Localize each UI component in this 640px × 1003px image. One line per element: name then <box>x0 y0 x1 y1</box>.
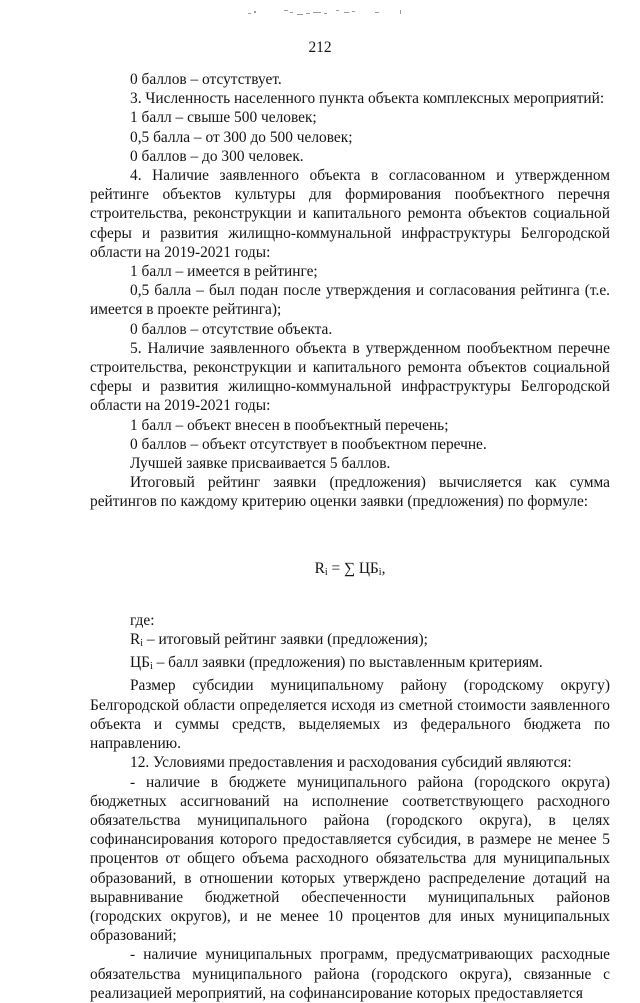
definition-r <box>90 630 610 653</box>
score-line: 0 баллов – отсутствие объекта. <box>130 320 333 338</box>
paragraph: 0 баллов – отсутствует. <box>130 71 282 88</box>
rating-formula <box>90 559 610 582</box>
condition-item: - наличие муниципальных программ, предусматривающих расходные обязательства муниципального района (городского округа), связанные с реализацией мероприятий, на софинансирование которых предоставляется <box>90 946 610 1002</box>
definition-r-text: – итоговый рейтинг заявки (предложения); <box>143 631 428 649</box>
symbol-cb: ЦБ <box>130 654 150 672</box>
criterion-heading: 3. Численность населенного пункта объекта комплексных мероприятий: <box>130 90 605 108</box>
page-number: 212 <box>308 39 332 56</box>
section-heading: 12. Условиями предоставления и расходования субсидий являются: <box>130 754 572 772</box>
formula-sum: = ∑ ЦБ <box>327 559 379 577</box>
score-line: 0,5 балла – был подан после утверждения и согласования рейтинга (т.е. имеется в проекте рейтинга); <box>90 282 610 319</box>
criterion-heading: 4. Наличие заявленного объекта в согласованном и утвержденном рейтинге объектов культуры для формирования пообъектного перечня строительства, реконструкции и капитального ремонта объектов социальной сферы и развития жилищно-коммунальной инфраструктуры Белгородской области на 2019-2021 годы: <box>90 167 610 261</box>
formula-rhs-subscript: i <box>378 566 382 578</box>
paragraph: Размер субсидии муниципальному району (городскому округу) Белгородской области определяется исходя из сметной стоимости заявленного объекта и суммы средств, выделяемых из федерального бюджета по направлению. <box>90 677 610 753</box>
formula-lhs: R <box>314 559 325 577</box>
document-body <box>90 70 610 1003</box>
definition-cb-text: – балл заявки (предложения) по выставленным критериям. <box>152 654 543 672</box>
score-line: 1 балл – свыше 500 человек; <box>130 109 317 127</box>
condition-item: - наличие в бюджете муниципального района (городского округа) бюджетных ассигнований на исполнение соответствующего расходного обязательства муниципального района (городского округа), в целях софинансирования которого предоставляется субсидия, в размере не менее 5 процентов от общего объема расходного обязательства для муниципальных образований, в отношении которых утверждено распределение дотаций на выравнивание бюджетной обеспеченности муниципальных районов (городских округов), и не менее 10 процентов для иных муниципальных образований; <box>90 773 610 945</box>
score-line: 0 баллов – до 300 человек. <box>130 147 304 165</box>
score-line: 0 баллов – объект отсутствует в пообъектном перечне. <box>130 435 487 453</box>
paragraph: Лучшей заявке присваивается 5 баллов. <box>130 455 391 473</box>
symbol-cb-subscript: i <box>149 661 153 673</box>
symbol-r-subscript: i <box>140 638 144 650</box>
score-line: 1 балл – объект внесен в пообъектный перечень; <box>130 416 449 434</box>
formula-tail: , <box>381 559 386 577</box>
scan-artifact-marks <box>240 6 410 20</box>
where-label: где: <box>130 611 155 629</box>
criterion-heading: 5. Наличие заявленного объекта в утвержденном пообъектном перечне строительства, реконструкции и капитального ремонта объектов социальной сферы и развития жилищно-коммунальной инфраструктуры Белгородской области на 2019-2021 годы: <box>90 339 610 415</box>
score-line: 0,5 балла – от 300 до 500 человек; <box>130 128 353 146</box>
score-line: 1 балл – имеется в рейтинге; <box>130 263 318 281</box>
definition-cb <box>90 653 610 676</box>
formula-lhs-subscript: i <box>324 566 328 578</box>
paragraph: Итоговый рейтинг заявки (предложения) вычисляется как сумма рейтингов по каждому критерию оценки заявки (предложения) по формуле: <box>90 474 610 511</box>
symbol-r: R <box>130 631 141 649</box>
